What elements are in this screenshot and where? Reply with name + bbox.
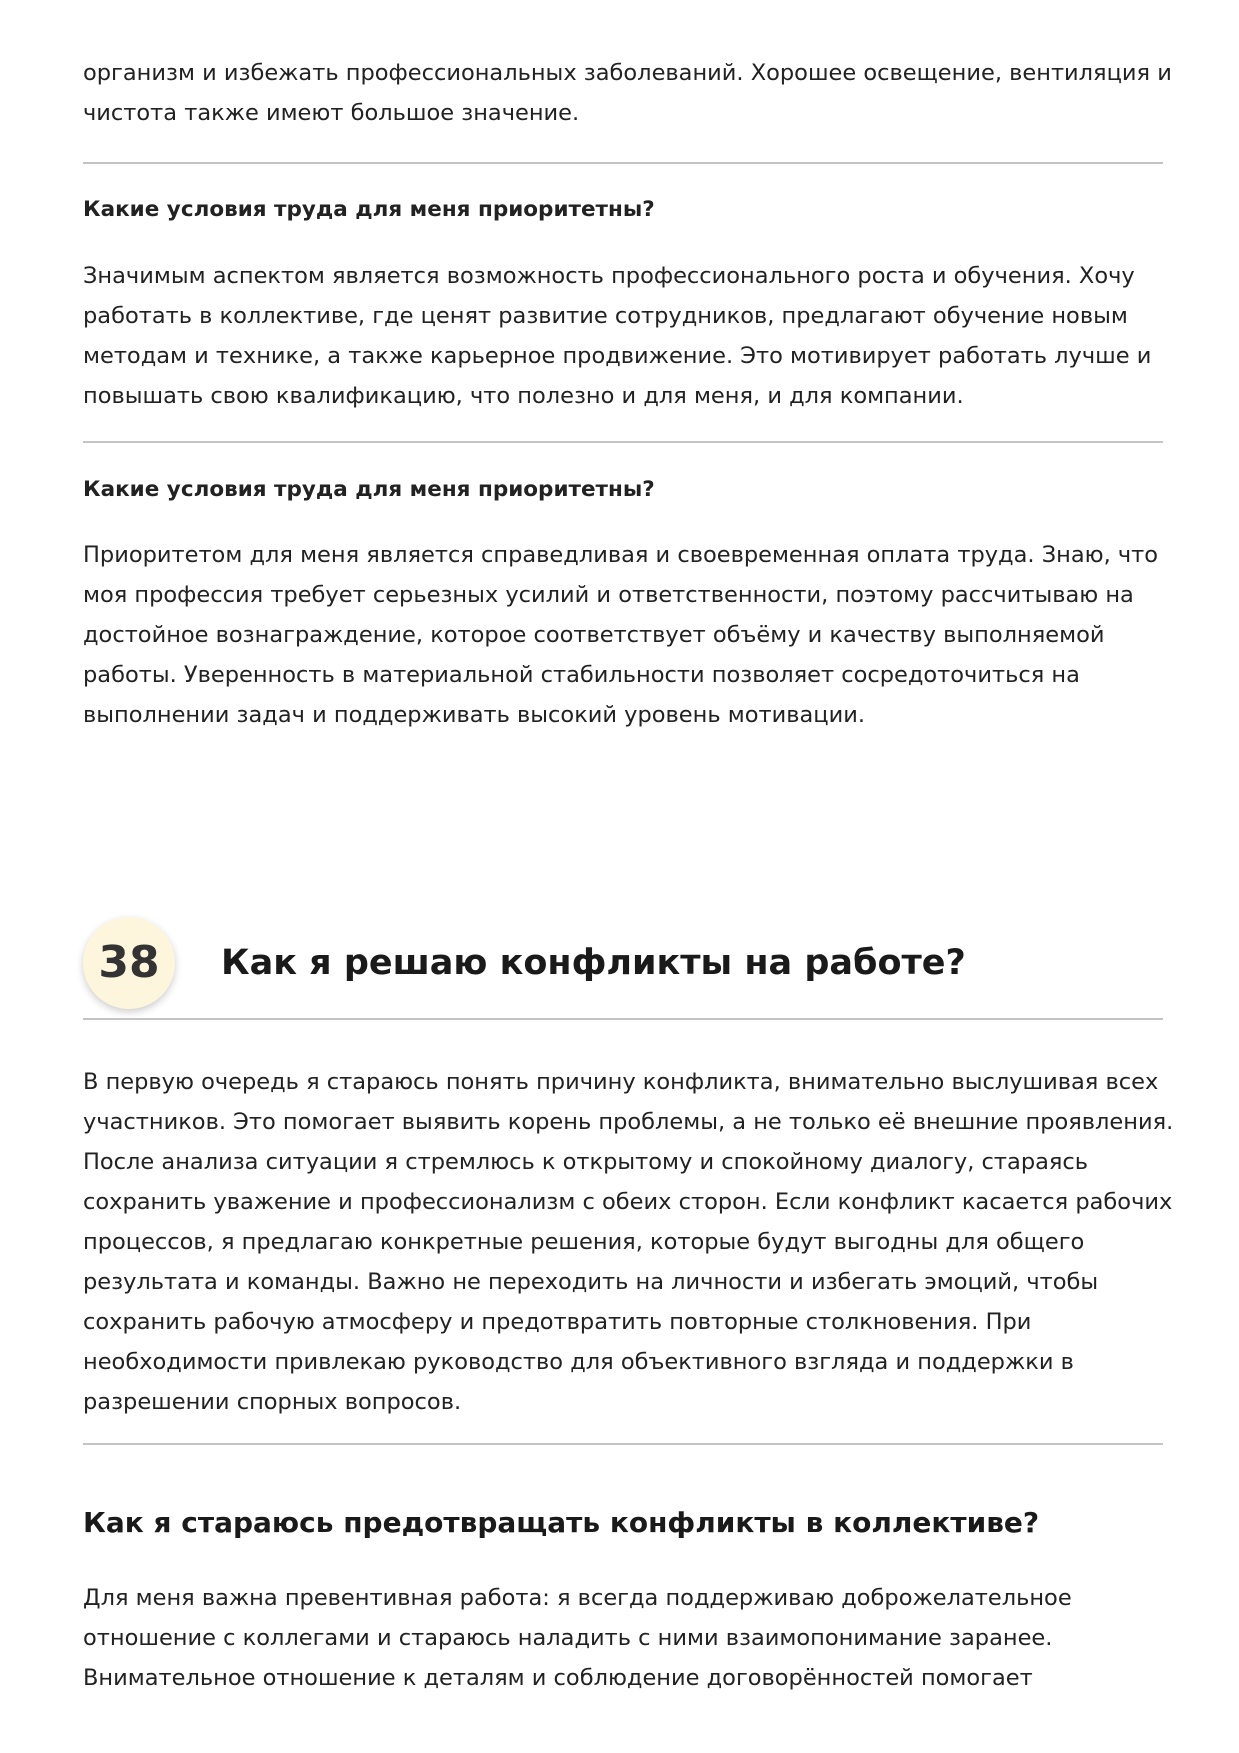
- question-heading: Как я стараюсь предотвращать конфликты в коллективе?: [83, 1506, 1040, 1539]
- divider: [83, 441, 1163, 443]
- section-number-badge: 38: [83, 917, 175, 1009]
- divider: [83, 1443, 1163, 1445]
- top-paragraph: организм и избежать профессиональных заболеваний. Хорошее освещение, вентиляция и чистота также имеют большое значение.: [83, 60, 1172, 126]
- answer-paragraph: Для меня важна превентивная работа: я всегда поддерживаю доброжелательное отношение с коллегами и стараюсь наладить с ними взаимопонимание заранее. Внимательное отношение к деталям и соблюдение договорённостей помогает: [83, 1585, 1072, 1691]
- section-title: Как я решаю конфликты на работе?: [221, 943, 966, 983]
- section-header: [83, 917, 1163, 1012]
- divider: [83, 162, 1163, 164]
- question-heading: Какие условия труда для меня приоритетны?: [83, 197, 655, 222]
- answer-paragraph: Приоритетом для меня является справедливая и своевременная оплата труда. Знаю, что моя профессия требует серьезных усилий и ответственности, поэтому рассчитываю на достойное вознаграждение, которое соответствует объёму и качеству выполняемой работы. Уверенность в материальной стабильности позволяет сосредоточиться на выполнении задач и поддерживать высокий уровень мотивации.: [83, 542, 1159, 728]
- section-body: В первую очередь я стараюсь понять причину конфликта, внимательно выслушивая всех участников. Это помогает выявить корень проблемы, а не только её внешние проявления. После анализа ситуации я стремлюсь к открытому и спокойному диалогу, стараясь сохранить уважение и профессионализм с обеих сторон. Если конфликт касается рабочих процессов, я предлагаю конкретные решения, которые будут выгодны для общего результата и команды. Важно не переходить на личности и избегать эмоций, чтобы сохранить рабочую атмосферу и предотвратить повторные столкновения. При необходимости привлекаю руководство для объективного взгляда и поддержки в разрешении спорных вопросов.: [83, 1069, 1174, 1415]
- answer-paragraph: Значимым аспектом является возможность профессионального роста и обучения. Хочу работать в коллективе, где ценят развитие сотрудников, предлагают обучение новым методам и технике, а также карьерное продвижение. Это мотивирует работать лучше и повышать свою квалификацию, что полезно и для меня, и для компании.: [83, 263, 1152, 409]
- question-heading: Какие условия труда для меня приоритетны?: [83, 477, 655, 502]
- divider: [83, 1018, 1163, 1020]
